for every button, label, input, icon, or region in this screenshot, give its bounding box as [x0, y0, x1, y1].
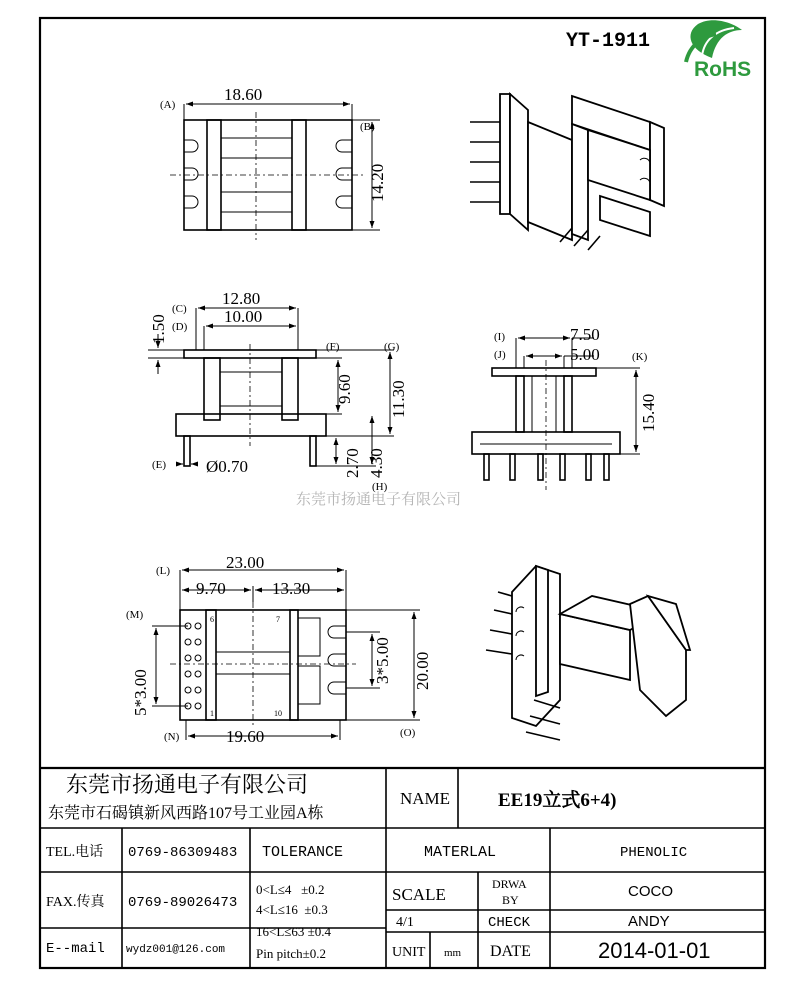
dim-left-value: 9.70: [196, 579, 226, 598]
dim-i-tag: (I): [494, 331, 505, 343]
dim-m-tag: (M): [126, 609, 144, 621]
drawn-value: COCO: [628, 883, 673, 900]
dim-l-tag: (L): [156, 565, 171, 577]
pin-label-1: 1: [210, 709, 214, 718]
rohs-logo: [686, 20, 751, 81]
email-label: E--mail: [46, 941, 105, 957]
tel-label: TEL.电话: [46, 845, 104, 860]
dim-j-tag: (J): [494, 349, 506, 361]
scale-value: 4/1: [396, 915, 414, 930]
tolerance-3: 16<L≤63 ±0.4: [256, 924, 332, 939]
front-view: [148, 289, 408, 493]
dim-m-value: 5*3.00: [131, 669, 150, 716]
dim-i-value: 7.50: [570, 325, 600, 344]
isometric-view-1: [470, 94, 664, 250]
pin-label-7: 7: [276, 615, 280, 624]
rohs-text: RoHS: [694, 58, 752, 81]
dim-n-tag: (N): [164, 731, 180, 743]
dim-a-tag: (A): [160, 99, 176, 111]
tolerance-1: 0<L≤4 ±0.2: [256, 882, 325, 897]
drawn-label-2: BY: [502, 893, 519, 907]
dim-f-value: 9.60: [335, 374, 354, 404]
isometric-view-2: [486, 566, 690, 740]
dim-d-value: 10.00: [224, 307, 263, 326]
check-label: CHECK: [488, 915, 531, 931]
company-address: 东莞市石碣镇新风西路107号工业园A栋: [48, 805, 324, 822]
tolerance-4: Pin pitch±0.2: [256, 946, 326, 961]
name-label: NAME: [400, 789, 451, 808]
title-block: [40, 768, 765, 968]
date-label: DATE: [490, 943, 531, 960]
part-name: EE19立式6+4): [498, 790, 617, 811]
dim-f-tag: (F): [326, 341, 340, 353]
dim-pitch-value: 3*5.00: [373, 637, 392, 684]
email-value: wydz001@126.com: [126, 944, 226, 956]
material-value: PHENOLIC: [620, 845, 688, 861]
dim-b-tag: (B): [360, 121, 375, 133]
side-view: [472, 325, 658, 490]
bottom-view-outline: [180, 610, 346, 720]
dim-pin-value: 2.70: [343, 448, 362, 478]
dim-k-tag: (K): [632, 351, 648, 363]
fax-value: 0769-89026473: [128, 895, 238, 911]
dim-e-tag: (E): [152, 459, 167, 471]
pin-label-10: 10: [274, 709, 282, 718]
dim-j-value: 5.00: [570, 345, 600, 364]
dim-h-tag: (H): [372, 481, 388, 493]
tolerance-2: 4<L≤16 ±0.3: [256, 902, 328, 917]
side-top-flange: [492, 368, 596, 376]
dim-h-value: 4.30: [367, 448, 386, 478]
material-label: MATERLAL: [424, 844, 497, 861]
dim-d-tag: (D): [172, 321, 188, 333]
tel-value: 0769-86309483: [128, 845, 238, 861]
top-view: [160, 85, 387, 240]
scale-label: SCALE: [392, 885, 446, 904]
dim-l-value: 23.00: [226, 553, 265, 572]
dim-g-tag: (G): [384, 341, 400, 353]
tolerance-label: TOLERANCE: [262, 844, 344, 861]
check-value: ANDY: [628, 913, 670, 930]
date-value: 2014-01-01: [598, 938, 711, 963]
dim-c-tag: (C): [172, 303, 187, 315]
dim-e-value: Ø0.70: [206, 457, 249, 476]
dim-n-value: 19.60: [226, 727, 265, 746]
dim-g-value: 11.30: [389, 380, 408, 418]
front-base: [176, 414, 326, 436]
company-name: 东莞市扬通电子有限公司: [66, 772, 309, 797]
bottom-view: [126, 553, 432, 746]
drawn-label-1: DRWA: [492, 877, 527, 891]
drawing-number: YT-1911: [566, 30, 651, 53]
dim-o-value: 20.00: [413, 651, 432, 690]
watermark-text: 东莞市扬通电子有限公司: [296, 492, 462, 508]
dim-right-value: 13.30: [272, 579, 311, 598]
dim-c-value: 12.80: [222, 289, 261, 308]
dim-b-value: 14.20: [368, 163, 387, 202]
unit-label: UNIT: [392, 945, 426, 960]
dim-o-tag: (O): [400, 727, 416, 739]
pin-label-6: 6: [210, 615, 214, 624]
dim-a-value: 18.60: [224, 85, 263, 104]
dim-k-value: 15.40: [639, 393, 658, 432]
dim-flange-value: 1.50: [149, 314, 168, 344]
unit-value: mm: [444, 947, 462, 959]
fax-label: FAX.传真: [46, 895, 105, 910]
